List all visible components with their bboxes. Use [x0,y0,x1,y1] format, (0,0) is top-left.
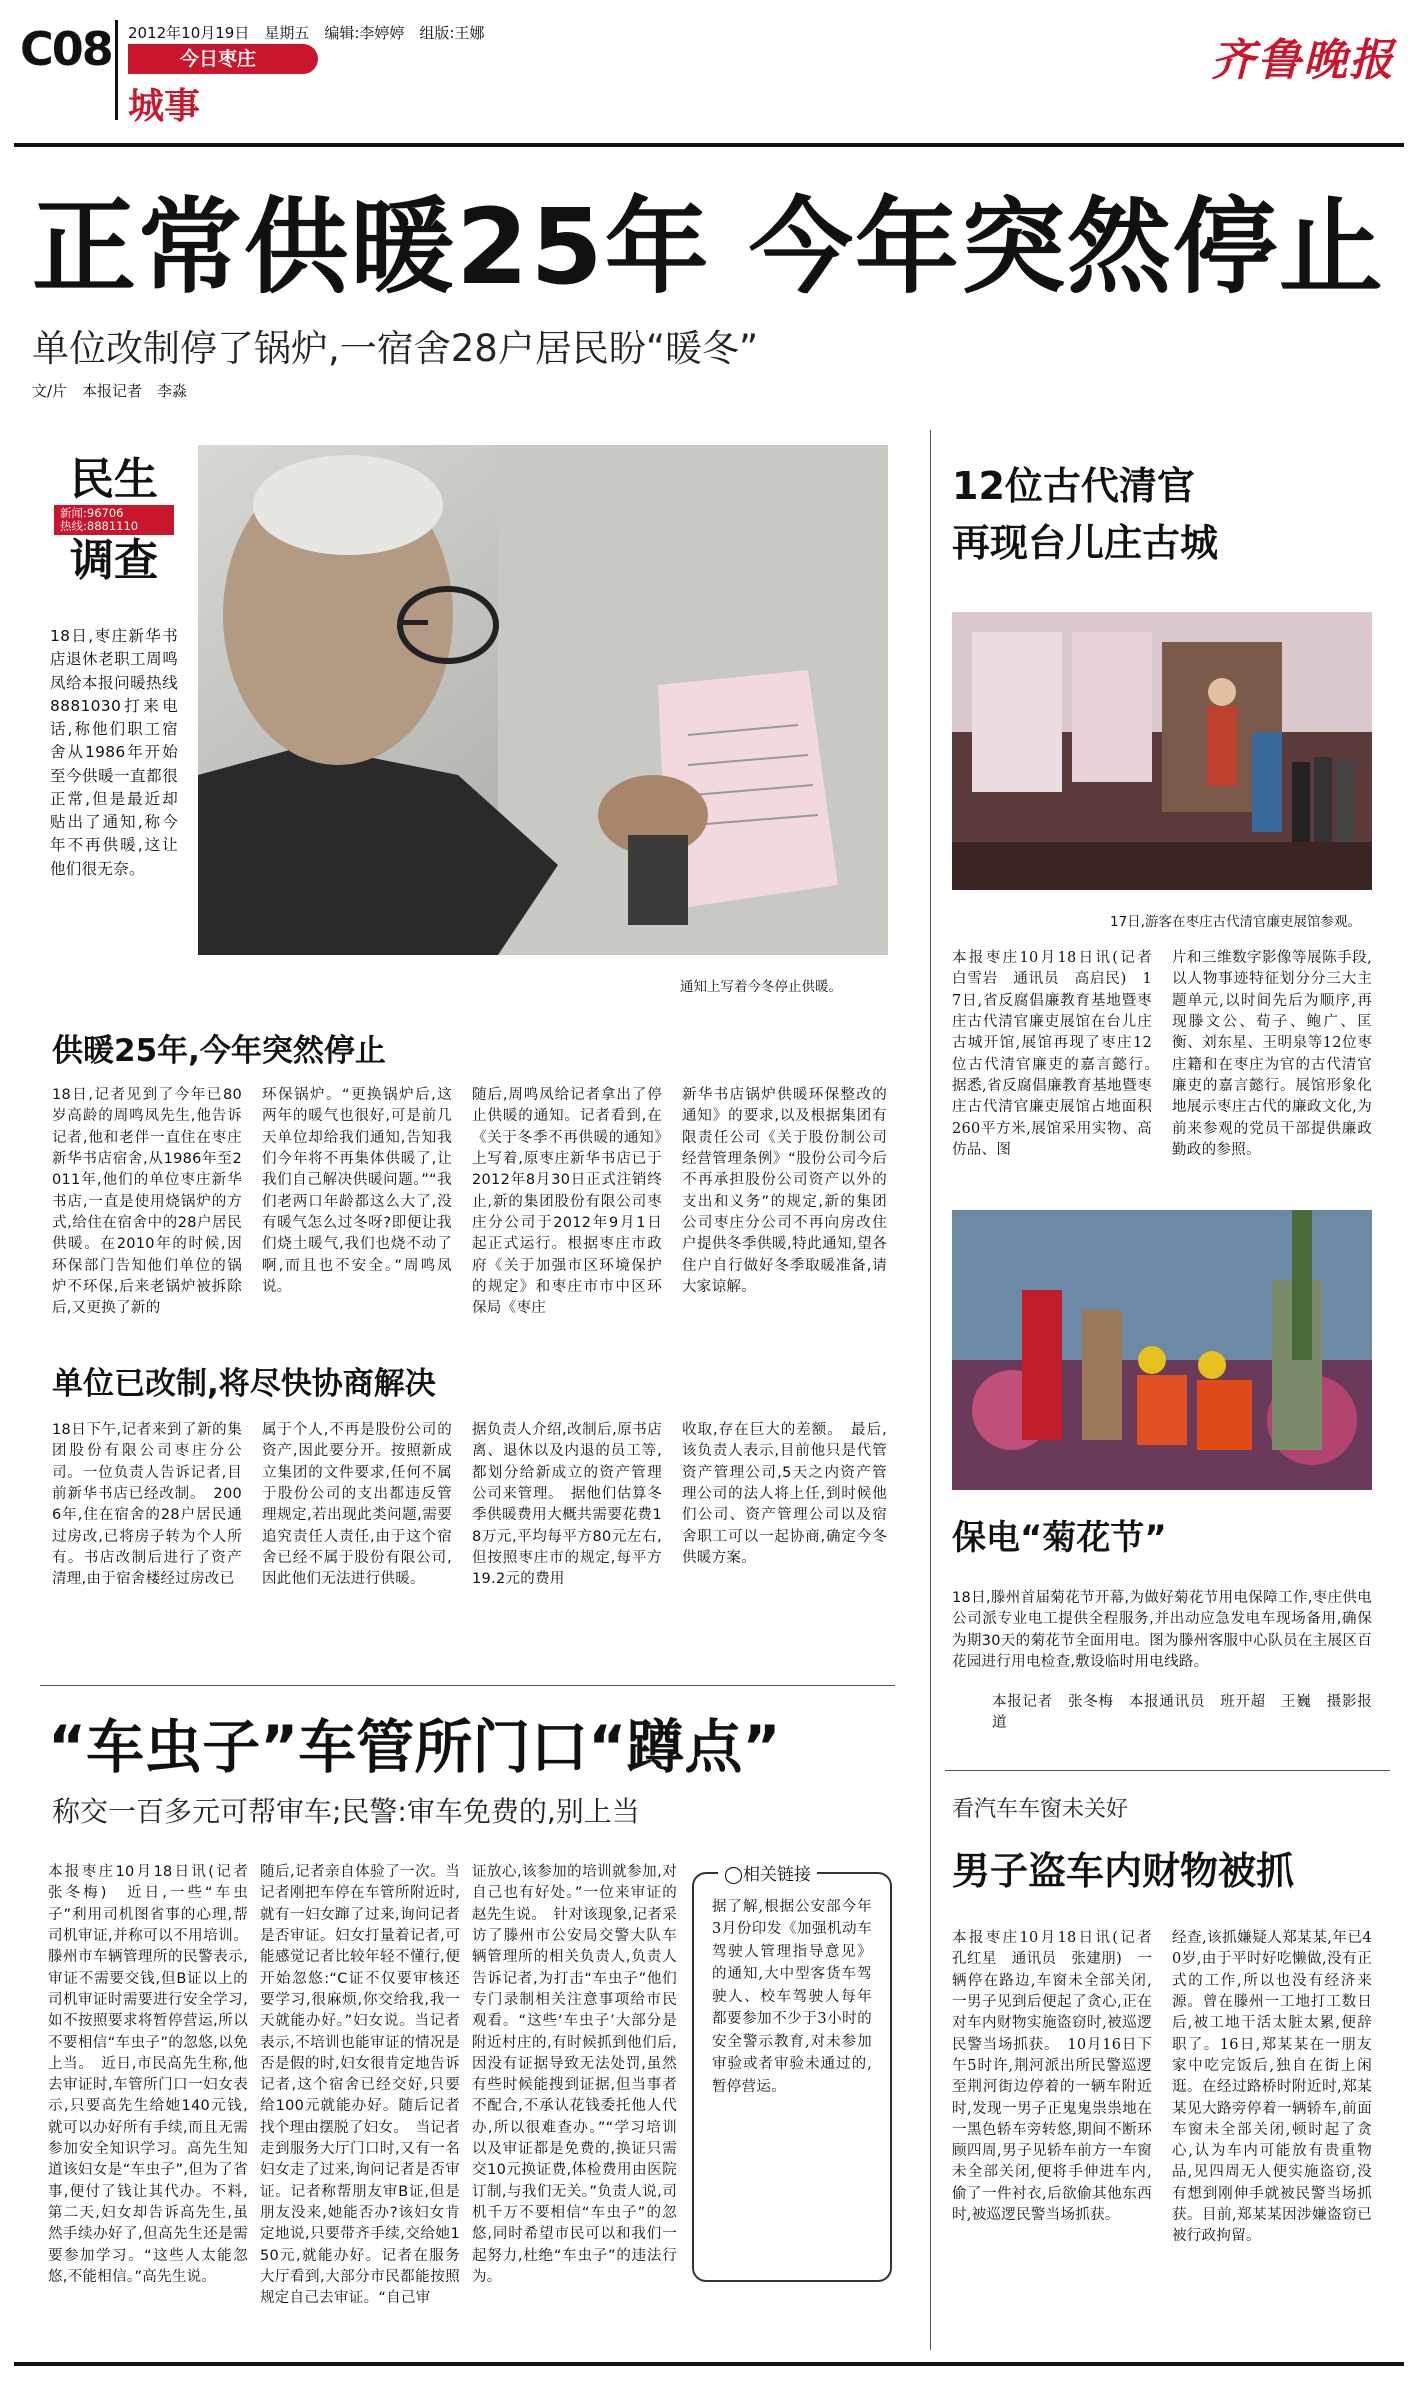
car-story-subhead: 称交一百多元可帮审车;民警:审车免费的,别上当 [52,1795,640,1828]
lead-headline: 正常供暖25年 今年突然停止 [32,186,1385,308]
lead-sub1-col4: 新华书店锅炉供暖环保整改的通知》的要求,以及根据集团有限责任公司《关于股份制公司经营管理条例》“股份公司今后不再承担股份公司资产以外的支出和义务”的规定,新的集团公司枣庄分公司不再向房改住户提供冬季供暖,特此通知,望各住户自行做好冬季取暖准备,请大家谅解。 [682,1087,887,1295]
lead-sub2-col4: 收取,存在巨大的差额。 最后,该负责人表示,目前他只是代管资产管理公司,5天之内资产管理公司的法人将上任,到时候他们公司、资产管理公司以及宿舍职工可以一起协商,确定今冬供暖方案。 [682,1422,887,1566]
right-story1-col1: 本报枣庄10月18日讯(记者 白雪岩 通讯员 高启民) 17日,省反腐倡廉教育基地暨枣庄古代清官廉吏展馆在台儿庄古城开馆,展馆再现了枣庄12位古代清官廉吏的嘉言懿行。 据悉,省反腐倡廉教育基地暨枣庄古代清官廉吏展馆占地面积260平方米,展馆采用实物、高仿品、图 [952,950,1167,1158]
right-story3-col1: 本报枣庄10月18日讯(记者 孔红星 通讯员 张建朋) 一辆停在路边,车窗未全部关闭,一男子见到后便起了贪心,正在对车内财物实施盗窃时,被巡逻民警当场抓获。 10月16日下午5时许,荆河派出所民警巡逻至荆河街边停着的一辆车附近时,发现一男子正鬼鬼祟祟地在一黑色轿车旁转悠,期间不断环顾四周,男子见轿车前方一车窗未全部关闭,便将手伸进车内,偷了一件衬衣,后欲偷其他东西时,被巡逻民警当场抓获。 [952,1930,1167,2224]
right-story3-title: 男子盗车内财物被抓 [952,1849,1295,1893]
chrysanthemum-photo [952,1210,1372,1490]
car-story-title: “车虫子”车管所门口“蹲点” [48,1713,781,1781]
badge-phone-2: 热线:8881110 [60,519,139,533]
masthead-divider [115,20,118,120]
lead-sub1-title: 供暖25年,今年突然停止 [52,1033,386,1069]
lead-photo [198,445,888,955]
right-story2-body: 18日,滕州首届菊花节开幕,为做好菊花节用电保障工作,枣庄供电公司派专业电工提供全程服务,并出动应急发电车现场备用,确保为期30天的菊花节全面用电。图为滕州客服中心队员在主展区百花园进行用电检查,敷设临时用电线路。 [952,1590,1372,1670]
right-story1-title-1: 12位古代清官 [952,464,1195,508]
brand-logo: 齐鲁晚报 [1211,35,1395,86]
lead-subhead: 单位改制停了锅炉,一宿舍28户居民盼“暖冬” [32,327,759,370]
chrysanthemum-photo-illustration [952,1210,1372,1490]
page-number: C08 [20,22,112,76]
right-story2-credit: 本报记者 张冬梅 本报通讯员 班开超 王巍 摄影报道 [992,1694,1372,1732]
car-story-top-rule [40,1685,895,1686]
museum-photo-illustration [952,612,1372,890]
lead-photo-caption: 通知上写着今冬停止供暖。 [680,979,842,995]
museum-photo-caption: 17日,游客在枣庄古代清官廉吏展馆参观。 [1110,914,1361,930]
related-links-label: 相关链接 [743,1865,812,1885]
lead-intro: 18日,枣庄新华书店退休老职工周鸣凤给本报问暖热线8881030打来电话,称他们职工宿舍从1986年开始至今供暖一直都很正常,但是最近却贴出了通知,称今年不再供暖,这让他们很无奈。 [50,627,178,878]
circle-bullet-icon: ◯ [724,1865,744,1885]
right-story1-title-2: 再现台儿庄古城 [952,521,1219,565]
car-col3: 证放心,该参加的培训就参加,对自己也有好处。”一位来审证的赵先生说。 针对该现象,记者采访了滕州市公安局交警大队车辆管理所的相关负责人,负责人告诉记者,为打击“车虫子”他们专门录制相关注意事项给市民观看。“这些‘车虫子’大部分是附近村庄的,有时候抓到他们后,因没有证据导致无法处罚,虽然有些时候能搜到证据,但当事者不配合,不承认花钱委托他人代办,所以很难查办。”“学习培训以及审证都是免费的,换证只需交10元换证费,体检费用由医院订制,与我们无关。”负责人说,司机千万不要相信“车虫子”的忽悠,同时希望市民可以和我们一起努力,杜绝“车虫子”的违法行为。 [472,1864,677,2285]
lead-sub2-title: 单位已改制,将尽快协商解决 [52,1366,436,1402]
section-title: 城事 [128,86,201,127]
section-pill: 今日枣庄 [128,44,318,74]
car-col1: 本报枣庄10月18日讯(记者 张冬梅) 近日,一些“车虫子”利用司机图省事的心理,帮司机审证,并称可以不用培训。滕州市车辆管理所的民警表示,审证不需要交钱,但B证以上的司机审证时需要进行安全学习,如不按照要求将暂停营运,所以不要相信“车虫子”的忽悠,以免上当。 近日,市民高先生称,他去审证时,车管所门口一妇女表示,只要高先生给她140元钱,就可以办好所有手续,而且无需参加安全知识学习。高先生知道该妇女是“车虫子”,但为了省事,便付了钱让其代办。不料,第二天,妇女却告诉高先生,虽然手续办好了,但高先生还是需要参加学习。“这些人太能忽悠,不能相信。”高先生说。 [48,1864,263,2285]
lead-sub2-col2: 属于个人,不再是股份公司的资产,因此要分开。按照新成立集团的文件要求,任何不属于股份公司的支出都违反管理规定,若出现此类问题,需要追究责任人责任,由于这个宿舍已经不属于股份有限公司,因此他们无法进行供暖。 [262,1422,452,1588]
right-story3-col2: 经查,该抓嫌疑人郑某某,年已40岁,由于平时好吃懒做,没有正式的工作,所以也没有经济来源。曾在滕州一工地打工数日后,被工地干活太脏太累,便辞职了。16日,郑某某在一朋友家中吃完饭后,独自在街上闲逛。在经过路桥时附近时,郑某某见大路旁停着一辆轿车,前面车窗未全部关闭,顿时起了贪心,认为车内可能放有贵重物品,见四周无人便实施盗窃,没有想到刚伸手就被民警当场抓获。目前,郑某某因涉嫌盗窃已被行政拘留。 [1172,1930,1372,2245]
right-story2-title: 保电“菊花节” [952,1518,1167,1558]
right-story1-col2: 片和三维数字影像等展陈手段,以人物事迹特征划分分三大主题单元,以时间先后为顺序,再现滕文公、荀子、鲍广、匡衡、刘东星、王明泉等12位枣庄籍和在枣庄为官的古代清官廉吏的嘉言懿行。展馆形象化地展示枣庄古代的廉政文化,为前来参观的党员干部提供廉政勤政的参照。 [1172,950,1372,1158]
related-links-body: 据了解,根据公安部今年3月份印发《加强机动车驾驶人管理指导意见》的通知,大中型客货车驾驶人、校车驾驶人每年都要参加不少于3小时的安全警示教育,对未参加审验或者审验未通过的,暂停营运。 [712,1899,872,2095]
car-col2: 随后,记者亲自体验了一次。当记者刚把车停在车管所附近时,就有一妇女蹿了过来,询问记者是否审证。妇女打量着记者,可能感觉记者比较年轻不懂行,便开始忽悠:“C证不仅要审核还要学习,很麻烦,你交给我,我一天就能办好。”妇女说。当记者表示,不培训也能审证的情况是否是假的时,妇女很肯定地告诉记者,这个宿舍已经交好,只要给100元就能办好。随后记者找个理由摆脱了妇女。 当记者走到服务大厅门口时,又有一名妇女走了过来,询问记者是否审证。记者称帮朋友审B证,但是朋友没来,她能否办?该妇女肯定地说,只要带齐手续,交给她150元,就能办好。记者在服务大厅看到,大部分市民都能按照规定自己去审证。“自己审 [260,1864,460,2307]
lead-sub2-col1: 18日下午,记者来到了新的集团股份有限公司枣庄分公司。一位负责人告诉记者,目前新华书店已经改制。 2006年,住在宿舍的28户居民通过房改,已将房子转为个人所有。书店改制后进行了资产清理,由于宿舍楼经过房改已 [52,1422,242,1588]
badge-bottom: 调查 [70,535,158,586]
lead-byline: 文/片 本报记者 李淼 [32,382,188,400]
badge-phones [54,505,174,535]
badge-top: 民生 [70,454,158,505]
bottom-rule [14,2362,1404,2366]
lead-sub1-col2: 环保锅炉。“更换锅炉后,这两年的暖气也很好,可是前几天单位却给我们通知,告知我们今年将不再集体供暖了,让我们自己解决供暖问题。”“我们老两口年龄都这么大了,没有暖气怎么过冬呀?即便让我们烧土暖气,我们也烧不动了啊,而且也不安全。”周鸣凤说。 [262,1087,452,1295]
related-links-box [692,1865,892,2282]
lead-sub2-col3: 据负责人介绍,改制后,原书店离、退休以及内退的员工等,都划分给新成立的资产管理公司来管理。 据他们估算冬季供暖费用大概共需要花费18万元,平均每平方80元左右,但按照枣庄市的规定,每平方19.2元的费用 [472,1422,662,1588]
badge-phone-1: 新闻:96706 [60,506,124,520]
date-line: 2012年10月19日 星期五 编辑:李婷婷 组版:王娜 [128,24,485,42]
minsheng-badge [50,455,178,595]
top-rule [14,143,1404,147]
lead-sub1-col1: 18日,记者见到了今年已80岁高龄的周鸣凤先生,他告诉记者,他和老伴一直住在枣庄新华书店宿舍,从1986年至2011年,他们的单位枣庄新华书店,一直是使用烧锅炉的方式,给住在宿舍中的28户居民供暖。在2010年的时候,因环保部门告知他们单位的锅炉不环保,后来老锅炉被拆除后,又更换了新的 [52,1087,242,1317]
column-separator [930,430,931,2350]
lead-photo-illustration [198,445,888,955]
lead-sub1-col3: 随后,周鸣凤给记者拿出了停止供暖的通知。记者看到,在《关于冬季不再供暖的通知》上写着,原枣庄新华书店已于2012年8月30日正式注销终止,新的集团股份有限公司枣庄分公司于2012年9月1日起正式运行。根据枣庄市政府《关于加强市区环境保护的规定》和枣庄市市中区环保局《枣庄 [472,1087,662,1317]
right-story3-kicker: 看汽车车窗未关好 [952,1797,1129,1822]
museum-photo [952,612,1372,890]
related-links-title [718,1860,817,1885]
right-story3-rule [945,1770,1390,1771]
